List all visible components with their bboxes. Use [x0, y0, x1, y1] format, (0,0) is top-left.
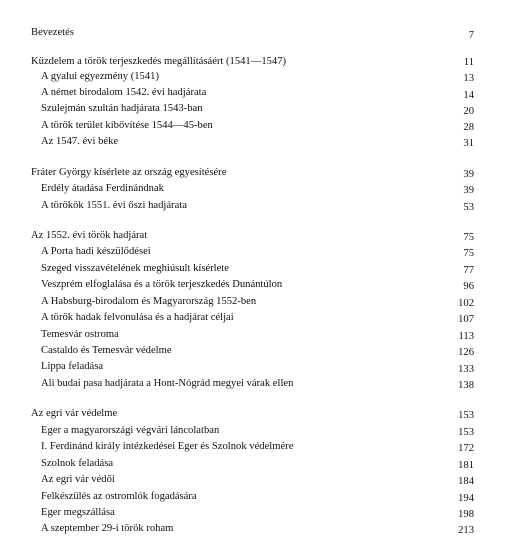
toc-entry-page: 13 — [463, 73, 474, 84]
toc-entry-title: A gyalui egyezmény (1541) — [41, 71, 159, 82]
toc-entry-title: Eger megszállása — [41, 507, 115, 518]
toc-entry-page: 96 — [463, 281, 474, 292]
toc-entry-title: A törökök 1551. évi őszi hadjárata — [41, 200, 187, 211]
toc-entry-page: 102 — [458, 298, 474, 309]
toc-entry-page: 7 — [468, 30, 474, 41]
toc-entry-page: 198 — [458, 509, 474, 520]
toc-entry-page: 126 — [458, 347, 474, 358]
toc-entry-title: Eger a magyarországi végvári láncolatban — [41, 425, 220, 436]
toc-entry-title: Felkészülés az ostromlók fogadására — [41, 491, 197, 502]
toc-entry-title: Az 1547. évi béke — [41, 136, 119, 147]
toc-entry-page: 14 — [463, 90, 474, 101]
toc-entry-page: 11 — [463, 57, 474, 68]
toc-entry-page: 153 — [458, 410, 474, 421]
toc-entry-title: Az 1552. évi török hadjárat — [31, 230, 148, 241]
toc-entry-page: 75 — [463, 248, 474, 259]
toc-entry-title: Szulejmán szultán hadjárata 1543-ban — [41, 103, 203, 114]
toc-entry-title: Az egri vár védelme — [31, 408, 118, 419]
toc-entry-page: 31 — [463, 138, 474, 149]
toc-entry-title: Castaldo és Temesvár védelme — [41, 345, 172, 356]
toc-entry-page: 172 — [458, 443, 474, 454]
toc-entry-title: Temesvár ostroma — [41, 329, 119, 340]
toc-entry-page: 213 — [458, 525, 474, 536]
toc-entry-page: 39 — [463, 169, 474, 180]
toc-entry-title: Lippa feladása — [41, 361, 104, 372]
toc-entry-page: 107 — [458, 314, 474, 325]
toc-entry-title: A szeptember 29-i török roham — [41, 523, 174, 534]
toc-entry-title: A német birodalom 1542. évi hadjárata — [41, 87, 207, 98]
toc-entry-title: Az egri vár védői — [41, 474, 115, 485]
toc-entry-page: 53 — [463, 202, 474, 213]
toc-entry-title: A Porta hadi készülődései — [41, 246, 151, 257]
toc-entry-page: 181 — [458, 460, 474, 471]
toc-entry-title: I. Ferdinánd király intézkedései Eger és Szolnok védelmére — [41, 441, 294, 452]
toc-entry-page: 153 — [458, 427, 474, 438]
toc-entry-page: 113 — [458, 331, 474, 342]
toc-entry-title: Szolnok feladása — [41, 458, 114, 469]
toc-entry-title: Fráter György kísérlete az ország egyesítésére — [31, 167, 227, 178]
toc-entry-title: Szeged visszavételének meghiúsult kísérlete — [41, 263, 229, 274]
toc-entry-page: 75 — [463, 232, 474, 243]
toc-entry-page: 133 — [458, 364, 474, 375]
toc-entry-title: Ali budai pasa hadjárata a Hont-Nógrád megyei várak ellen — [41, 378, 294, 389]
toc-entry-title: Erdély átadása Ferdinándnak — [41, 183, 164, 194]
toc-entry-title: A török hadak felvonulása és a hadjárat céljai — [41, 312, 234, 323]
toc-entry-page: 39 — [463, 185, 474, 196]
toc-entry-page: 77 — [463, 265, 474, 276]
toc-entry-title: Küzdelem a török terjeszkedés megállításáért (1541—1547) — [31, 56, 287, 67]
toc-entry-page: 184 — [458, 476, 474, 487]
toc-entry-title: Veszprém elfoglalása és a török terjeszkedés Dunántúlon — [41, 279, 283, 290]
toc-entry-page: 138 — [458, 380, 474, 391]
toc-entry-page: 20 — [463, 106, 474, 117]
toc-entry-title: A török terület kibővítése 1544—45-ben — [41, 120, 213, 131]
toc-entry-title: Bevezetés — [31, 27, 74, 38]
toc-entry-page: 194 — [458, 493, 474, 504]
toc-entry-title: A Habsburg-birodalom és Magyarország 1552-ben — [41, 296, 257, 307]
toc-entry-page: 28 — [463, 122, 474, 133]
